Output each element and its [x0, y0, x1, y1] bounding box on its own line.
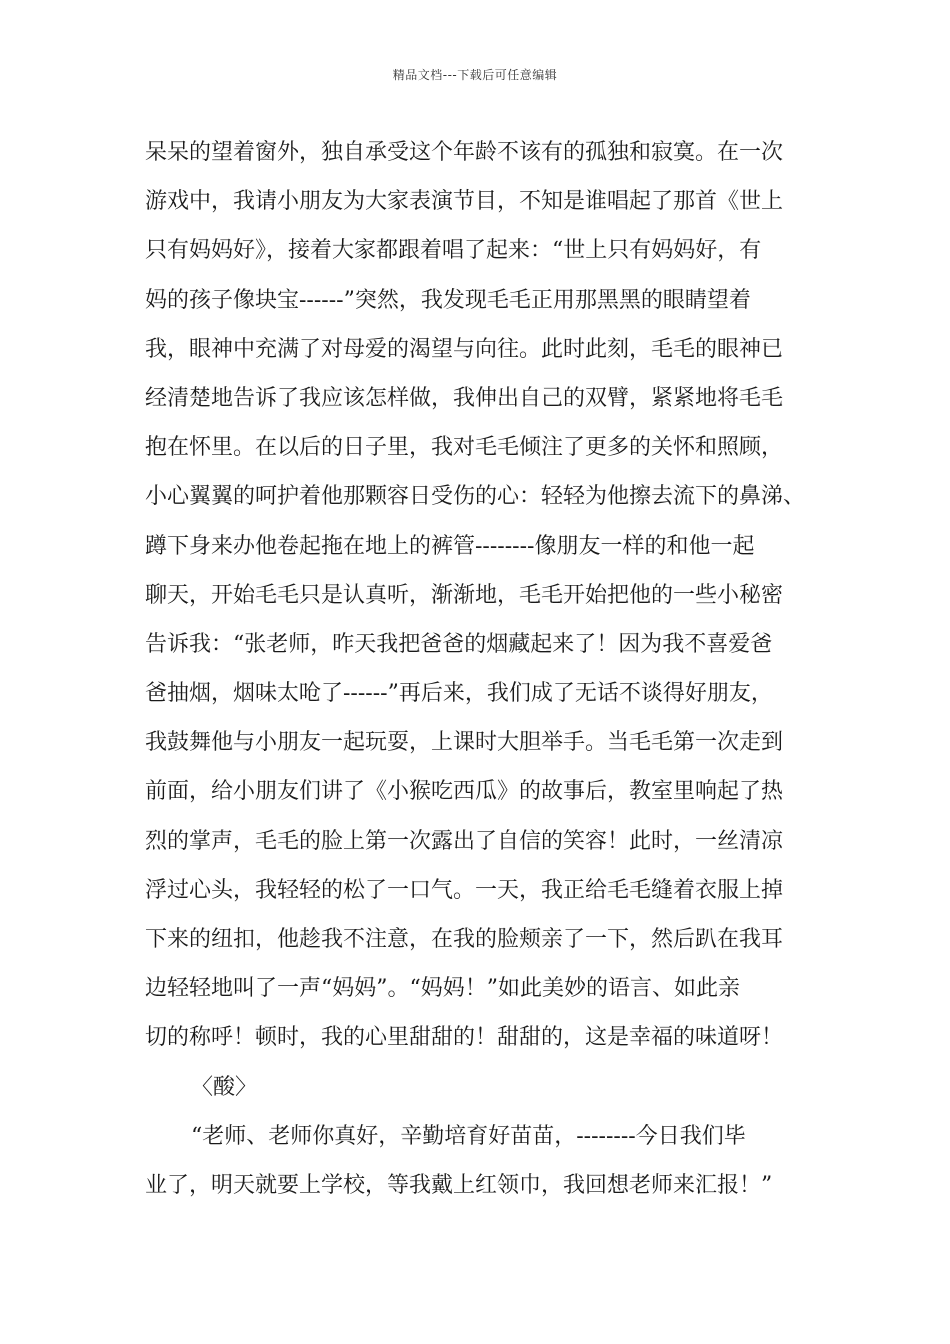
paragraph-line: 蹲下身来办他卷起拖在地上的裤管--------像朋友一样的和他一起	[145, 533, 755, 559]
paragraph-line: 浮过心头，我轻轻的松了一口气。一天，我正给毛毛缝着衣服上掉	[145, 877, 784, 903]
paragraph-line: 我，眼神中充满了对母爱的渴望与向往。此时此刻，毛毛的眼神已	[145, 336, 784, 362]
page-header: 精品文档---下载后可任意编辑	[392, 68, 558, 82]
paragraph-line: 呆呆的望着窗外，独自承受这个年龄不该有的孤独和寂寞。在一次	[145, 140, 784, 165]
paragraph-line: 小心翼翼的呵护着他那颗容日受伤的心：轻轻为他擦去流下的鼻涕、	[145, 484, 806, 510]
paragraph-line: 我鼓舞他与小朋友一起玩耍，上课时大胆举手。当毛毛第一次走到	[145, 730, 784, 756]
paragraph-line: 经清楚地告诉了我应该怎样做，我伸出自己的双臂，紧紧地将毛毛	[145, 385, 784, 411]
paragraph-line: 业了，明天就要上学校，等我戴上红领巾，我回想老师来汇报！”	[145, 1172, 773, 1198]
paragraph-line: 聊天，开始毛毛只是认真听，渐渐地，毛毛开始把他的一些小秘密	[145, 582, 784, 608]
section-heading: 〈酸〉	[191, 1074, 258, 1100]
paragraph-line: 抱在怀里。在以后的日子里，我对毛毛倾注了更多的关怀和照顾，	[145, 435, 784, 461]
paragraph-line: 下来的纽扣，他趁我不注意，在我的脸颊亲了一下，然后趴在我耳	[145, 927, 784, 952]
paragraph-line: 游戏中，我请小朋友为大家表演节目，不知是谁唱起了那首《世上	[145, 189, 784, 215]
paragraph-line: 爸抽烟，烟味太呛了------”再后来，我们成了无话不谈得好朋友，	[145, 681, 773, 707]
paragraph-line: 切的称呼！顿时，我的心里甜甜的！甜甜的，这是幸福的味道呀！	[145, 1025, 784, 1051]
paragraph-line: 边轻轻地叫了一声“妈妈”。“妈妈！”如此美妙的语言、如此亲	[145, 976, 740, 1002]
paragraph-line: 告诉我：“张老师，昨天我把爸爸的烟藏起来了！因为我不喜爱爸	[145, 631, 773, 657]
paragraph-line: 只有妈妈好》，接着大家都跟着唱了起来：“世上只有妈妈好，有	[145, 238, 762, 264]
document-body	[145, 128, 835, 1210]
paragraph-line: “老师、老师你真好，辛勤培育好苗苗，--------今日我们毕	[191, 1123, 746, 1149]
paragraph-line: 前面，给小朋友们讲了《小猴吃西瓜》的故事后，教室里响起了热	[145, 779, 784, 805]
paragraph-line: 烈的掌声，毛毛的脸上第一次露出了自信的笑容！此时，一丝清凉	[145, 828, 784, 854]
paragraph-line: 妈的孩子像块宝------”突然，我发现毛毛正用那黑黑的眼睛望着	[145, 287, 751, 313]
